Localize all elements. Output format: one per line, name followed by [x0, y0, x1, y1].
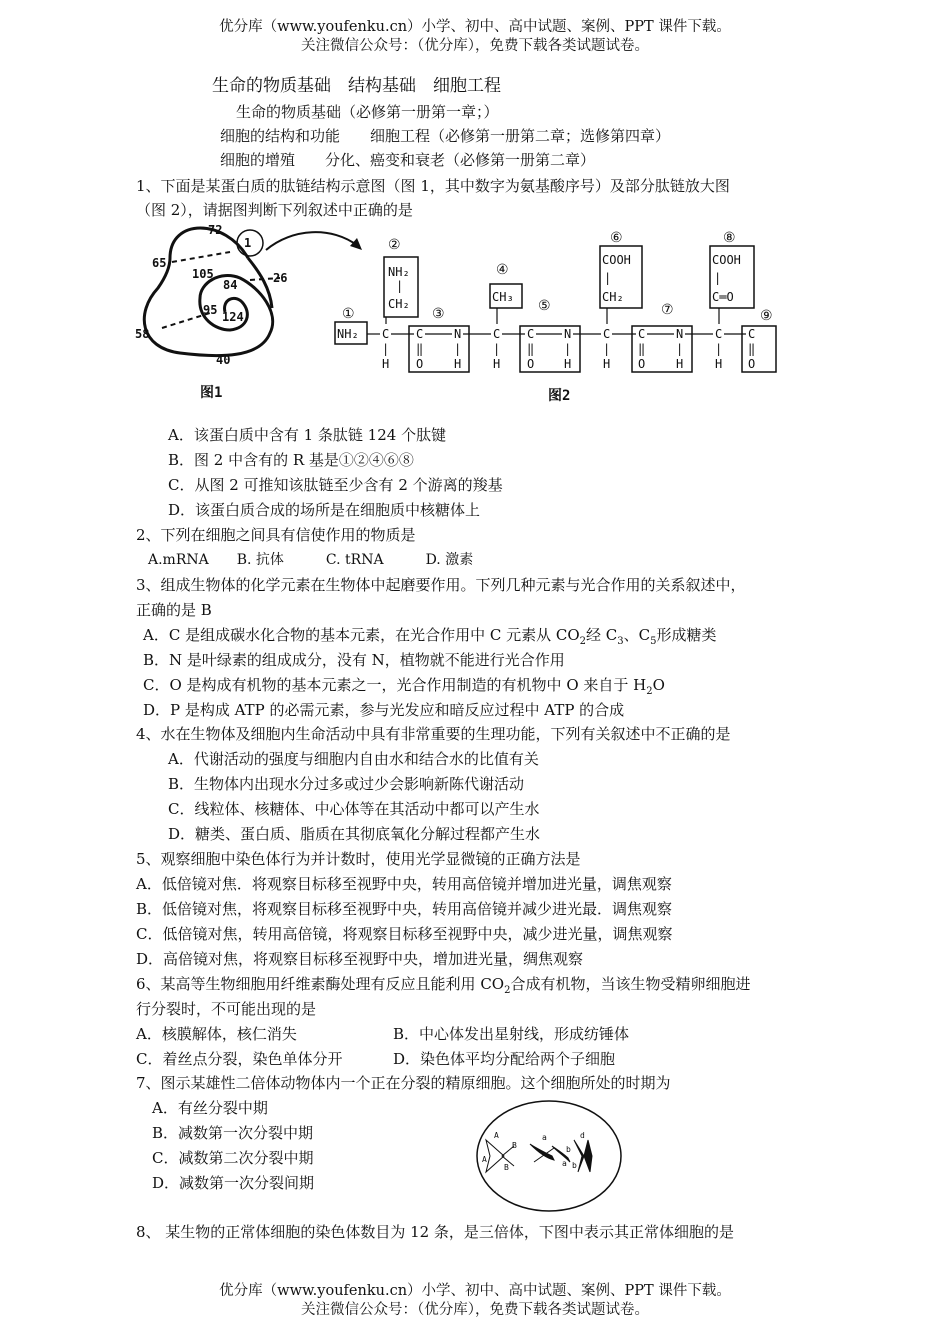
group-cooh: COOH	[602, 253, 631, 267]
bond: |	[604, 271, 612, 285]
q7-option-c: C．减数第二次分裂中期	[152, 1149, 314, 1167]
q2-stem: 2、下列在细胞之间具有信使作用的物质是	[136, 526, 416, 544]
q6-stem-2: 行分裂时，不可能出现的是	[136, 1000, 317, 1018]
footer-line-2: 关注微信公众号：（优分库），免费下载各类试题试卷。	[301, 1302, 649, 1318]
q5-option-b: B．低倍镜对焦，将观察目标移至视野中央，转用高倍镜并减少进光最．调焦观察	[136, 900, 673, 918]
bond: |	[382, 342, 390, 356]
q4-option-d: D．糖类、蛋白质、脂质在其彻底氧化分解过程都产生水	[168, 825, 541, 843]
atom-h: H	[676, 357, 684, 371]
fig1-number: 95	[203, 303, 218, 317]
bond: ‖	[748, 342, 756, 356]
fig1-number: 58	[135, 327, 150, 341]
q3-option-d: D．P 是构成 ATP 的必需元素，参与光发应和暗反应过程中 ATP 的合成	[143, 701, 625, 719]
atom-c: C	[416, 327, 424, 341]
bond: ‖	[416, 342, 424, 356]
q5-option-c: C．低倍镜对焦，转用高倍镜，将观察目标移至视野中央，减少进光量，调焦观察	[136, 925, 673, 943]
fig1-number: 65	[152, 256, 167, 270]
q5-option-d: D．高倍镜对焦，将观察目标移至视野中央，增加进光量，绸焦观察	[136, 950, 584, 968]
figure-2-label: 图2	[548, 388, 571, 404]
q6-option-a: A．核膜解体，核仁消失	[136, 1025, 297, 1043]
cell-label: b	[572, 1161, 577, 1170]
q1-stem-1: 1、下面是某蛋白质的肽链结构示意图（图 1，其中数字为氨基酸序号）及部分肽链放大图	[136, 177, 730, 195]
q6-stem-1: 6、某高等生物细胞用纤维素酶处理有反应且能利用 $CO_2$合成有机物，当该生物受精卵细胞进	[136, 975, 751, 996]
q4-option-b: B．生物体内出现水分过多或过少会影响新陈代谢活动	[168, 775, 525, 793]
atom-o: O	[416, 357, 424, 371]
q1-option-c: C．从图 2 可推知该肽链至少含有 2 个游离的羧基	[168, 476, 503, 494]
header-line-2: 关注微信公众号：（优分库），免费下载各类试题试卷。	[301, 38, 649, 54]
q5-option-a: A．低倍镜对焦．将观察目标移至视野中央，转用高倍镜并增加进光量，调焦观察	[136, 875, 672, 893]
subtitle-3: 细胞的增殖 分化、癌变和衰老（必修第一册第二章）	[220, 151, 596, 169]
bond: |	[715, 342, 723, 356]
q3-option-c: C．O 是构成有机物的基本元素之一，光合作用制造的有机物中 O 来自于 $H_2O$	[143, 676, 665, 697]
footer-line-1: 优分库（www.youfenku.cn）小学、初中、高中试题、案例、PPT 课件下载。	[219, 1283, 731, 1299]
q1-option-a: A．该蛋白质中含有 1 条肽链 124 个肽键	[168, 426, 447, 444]
figure-2	[330, 222, 790, 408]
q1-option-d: D．该蛋白质合成的场所是在细胞质中核糖体上	[168, 501, 481, 519]
circled-1: ①	[342, 306, 355, 322]
q1-stem-2: （图 2），请据图判断下列叙述中正确的是	[136, 201, 413, 219]
bond: |	[714, 271, 722, 285]
q3-stem-2: 正确的是 B	[136, 601, 212, 619]
group-r2-bot: CH₂	[388, 297, 410, 311]
q5-stem: 5、观察细胞中染色体行为并计数时，使用光学显微镜的正确方法是	[136, 850, 581, 868]
atom-h: H	[454, 357, 462, 371]
q4-option-a: A．代谢活动的强度与细胞内自由水和结合水的比值有关	[168, 750, 539, 768]
q6-option-c: C．着丝点分裂，染色单体分开	[136, 1050, 343, 1068]
q1-option-b: B．图 2 中含有的 R 基是①②④⑥⑧	[168, 451, 414, 469]
header-line-1: 优分库（www.youfenku.cn）小学、初中、高中试题、案例、PPT 课件下载。	[219, 19, 731, 35]
q7-option-a: A．有丝分裂中期	[152, 1099, 268, 1117]
bond: ‖	[638, 342, 646, 356]
cell-figure	[474, 1098, 624, 1214]
bond: |	[603, 342, 611, 356]
circled-3: ③	[432, 306, 445, 322]
cell-label: a	[542, 1133, 547, 1142]
group-r2-top: NH₂	[388, 265, 410, 279]
circled-6: ⑥	[610, 230, 623, 246]
fig1-number: 84	[223, 278, 238, 292]
figure-1-label: 图1	[200, 385, 223, 401]
subtitle-2: 细胞的结构和功能 细胞工程（必修第一册第二章；选修第四章）	[220, 127, 671, 145]
fig1-number: 105	[192, 267, 214, 281]
fig1-number: 72	[208, 223, 223, 237]
atom-n: N	[564, 327, 572, 341]
q2-options: A.mRNA B. 抗体 C. tRNA D. 激素	[148, 552, 474, 568]
atom-o: O	[748, 357, 756, 371]
cell-label: A	[494, 1131, 499, 1140]
atom-c: C	[638, 327, 646, 341]
atom-c: C	[603, 327, 611, 341]
bond: |	[493, 342, 501, 356]
group-c-eq-o: C═O	[712, 290, 734, 304]
atom-c: C	[527, 327, 535, 341]
atom-n: N	[454, 327, 462, 341]
cell-label: B	[512, 1141, 517, 1150]
cell-label: a	[562, 1159, 567, 1168]
q4-stem: 4、水在生物体及细胞内生命活动中具有非常重要的生理功能，下列有关叙述中不正确的是	[136, 725, 731, 743]
atom-c: C	[382, 327, 390, 341]
q6-option-b: B．中心体发出星射线，形成纺锤体	[393, 1025, 630, 1043]
atom-n: N	[676, 327, 684, 341]
group-ch3: CH₃	[492, 290, 514, 304]
circled-7: ⑦	[661, 302, 674, 318]
q3-stem-1: 3、组成生物体的化学元素在生物体中起磨要作用。下列几种元素与光合作用的关系叙述中，	[136, 576, 746, 594]
fig1-number: 1	[244, 236, 252, 250]
page-title: 生命的物质基础 结构基础 细胞工程	[212, 76, 501, 96]
atom-o: O	[527, 357, 535, 371]
group-nh2: NH₂	[337, 327, 359, 341]
atom-h: H	[564, 357, 572, 371]
q8-stem: 8、 某生物的正常体细胞的染色体数目为 12 条，是三倍体，下图中表示其正常体细胞的是	[136, 1223, 734, 1241]
bond: |	[676, 342, 684, 356]
atom-h: H	[382, 357, 390, 371]
circled-5: ⑤	[538, 298, 551, 314]
q7-option-d: D．减数第一次分裂间期	[152, 1174, 315, 1192]
fig1-number: 26	[273, 271, 288, 285]
atom-c: C	[715, 327, 723, 341]
cell-label: A	[482, 1155, 487, 1164]
q6-option-d: D．染色体平均分配给两个子细胞	[393, 1050, 616, 1068]
cell-label: d	[580, 1131, 585, 1140]
q4-option-c: C．线粒体、核糖体、中心体等在其活动中都可以产生水	[168, 800, 540, 818]
circled-4: ④	[496, 262, 509, 278]
atom-c: C	[748, 327, 756, 341]
bond: ‖	[527, 342, 535, 356]
fig1-number: 124	[222, 310, 244, 324]
atom-h: H	[493, 357, 501, 371]
fig1-number: 40	[216, 353, 231, 367]
cell-label: B	[504, 1163, 509, 1172]
q7-stem: 7、图示某雄性二倍体动物体内一个正在分裂的精原细胞。这个细胞所处的时期为	[136, 1074, 671, 1092]
circled-8: ⑧	[723, 230, 736, 246]
bond: |	[564, 342, 572, 356]
atom-o: O	[638, 357, 646, 371]
circled-2: ②	[388, 237, 401, 253]
q7-option-b: B．减数第一次分裂中期	[152, 1124, 314, 1142]
circled-9: ⑨	[760, 308, 773, 324]
subtitle-1: 生命的物质基础（必修第一册第一章；）	[236, 103, 499, 121]
bond: |	[454, 342, 462, 356]
cell-label: b	[566, 1145, 571, 1154]
group-ch2: CH₂	[602, 290, 624, 304]
atom-c: C	[493, 327, 501, 341]
group-cooh-2: COOH	[712, 253, 741, 267]
atom-h: H	[715, 357, 723, 371]
q3-option-a: A．C 是组成碳水化合物的基本元素，在光合作用中 C 元素从 $CO_2$经 $C_3$、$C_5$形成糖类	[143, 626, 717, 647]
q3-option-b: B．N 是叶绿素的组成成分，没有 N，植物就不能进行光合作用	[143, 651, 565, 669]
atom-h: H	[603, 357, 611, 371]
bond: |	[396, 279, 404, 293]
